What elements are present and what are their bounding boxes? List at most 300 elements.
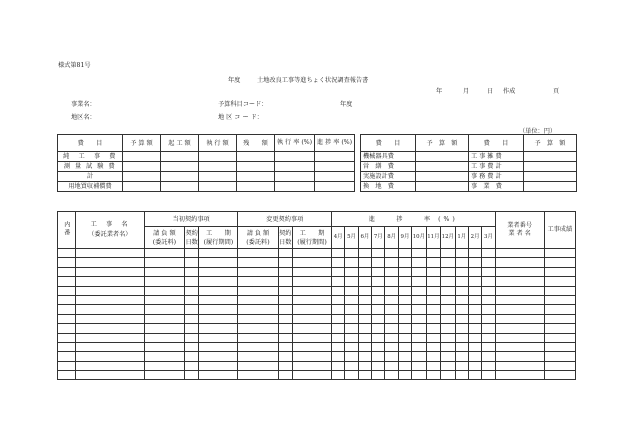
cell[interactable]	[398, 249, 411, 258]
cell[interactable]	[372, 342, 385, 351]
cell[interactable]	[372, 295, 385, 304]
cell[interactable]	[292, 361, 331, 370]
cell[interactable]	[441, 342, 455, 351]
cell[interactable]	[441, 333, 455, 342]
cell[interactable]	[75, 324, 144, 333]
cell[interactable]	[455, 258, 468, 267]
cell[interactable]	[144, 267, 184, 276]
cell[interactable]	[331, 277, 344, 286]
cell[interactable]	[199, 286, 238, 295]
cell[interactable]	[315, 152, 355, 162]
cell[interactable]	[412, 258, 426, 267]
cell[interactable]	[278, 324, 292, 333]
cell[interactable]	[238, 286, 278, 295]
cell[interactable]	[372, 277, 385, 286]
cell[interactable]	[199, 361, 238, 370]
cell[interactable]	[398, 286, 411, 295]
cell[interactable]	[455, 295, 468, 304]
cell[interactable]	[238, 295, 278, 304]
cell[interactable]	[482, 314, 495, 323]
cell[interactable]	[144, 286, 184, 295]
cell[interactable]	[412, 352, 426, 361]
cell[interactable]	[292, 258, 331, 267]
cell[interactable]	[426, 258, 440, 267]
cell[interactable]	[358, 286, 371, 295]
cell[interactable]	[144, 324, 184, 333]
cell[interactable]	[358, 324, 371, 333]
cell[interactable]	[385, 258, 398, 267]
cell[interactable]	[482, 295, 495, 304]
cell[interactable]	[468, 258, 481, 267]
cell[interactable]	[495, 267, 544, 276]
cell[interactable]	[372, 249, 385, 258]
cell[interactable]	[199, 342, 238, 351]
cell[interactable]	[331, 324, 344, 333]
cell[interactable]	[385, 371, 398, 380]
cell[interactable]	[144, 249, 184, 258]
cell[interactable]	[199, 295, 238, 304]
cell[interactable]	[372, 352, 385, 361]
cell[interactable]	[398, 314, 411, 323]
cell[interactable]	[58, 371, 76, 380]
cell[interactable]	[199, 258, 238, 267]
cell[interactable]	[482, 361, 495, 370]
cell[interactable]	[58, 352, 76, 361]
cell[interactable]	[75, 371, 144, 380]
cell[interactable]	[331, 286, 344, 295]
cell[interactable]	[292, 333, 331, 342]
cell[interactable]	[144, 314, 184, 323]
cell[interactable]	[482, 371, 495, 380]
cell[interactable]	[385, 267, 398, 276]
cell[interactable]	[426, 267, 440, 276]
cell[interactable]	[238, 249, 278, 258]
cell[interactable]	[75, 277, 144, 286]
cell[interactable]	[441, 352, 455, 361]
cell[interactable]	[372, 314, 385, 323]
cell[interactable]	[184, 286, 198, 295]
cell[interactable]	[412, 249, 426, 258]
cell[interactable]	[468, 352, 481, 361]
cell[interactable]	[292, 324, 331, 333]
cell[interactable]	[75, 295, 144, 304]
cell[interactable]	[315, 172, 355, 182]
cell[interactable]	[372, 258, 385, 267]
cell[interactable]	[482, 333, 495, 342]
cell[interactable]	[345, 249, 358, 258]
cell[interactable]	[238, 314, 278, 323]
cell[interactable]	[441, 305, 455, 314]
cell[interactable]	[441, 324, 455, 333]
cell[interactable]	[144, 295, 184, 304]
cell[interactable]	[199, 249, 238, 258]
cell[interactable]	[416, 172, 469, 182]
cell[interactable]	[426, 361, 440, 370]
cell[interactable]	[416, 182, 469, 192]
cell[interactable]	[495, 258, 544, 267]
cell[interactable]	[184, 333, 198, 342]
cell[interactable]	[544, 277, 575, 286]
cell[interactable]	[345, 295, 358, 304]
cell[interactable]	[75, 305, 144, 314]
cell[interactable]	[184, 314, 198, 323]
cell[interactable]	[385, 277, 398, 286]
cell[interactable]	[468, 295, 481, 304]
cell[interactable]	[345, 267, 358, 276]
cell[interactable]	[482, 267, 495, 276]
cell[interactable]	[358, 361, 371, 370]
cell[interactable]	[412, 267, 426, 276]
cell[interactable]	[441, 277, 455, 286]
cell[interactable]	[455, 352, 468, 361]
cell[interactable]	[331, 267, 344, 276]
cell[interactable]	[199, 162, 237, 172]
cell[interactable]	[385, 361, 398, 370]
cell[interactable]	[385, 333, 398, 342]
cell[interactable]	[184, 324, 198, 333]
cell[interactable]	[292, 295, 331, 304]
cell[interactable]	[275, 152, 315, 162]
cell[interactable]	[345, 333, 358, 342]
cell[interactable]	[144, 342, 184, 351]
cell[interactable]	[358, 333, 371, 342]
cell[interactable]	[184, 249, 198, 258]
cell[interactable]	[238, 277, 278, 286]
cell[interactable]	[441, 314, 455, 323]
cell[interactable]	[345, 324, 358, 333]
cell[interactable]	[524, 172, 577, 182]
cell[interactable]	[345, 305, 358, 314]
cell[interactable]	[482, 342, 495, 351]
cell[interactable]	[75, 352, 144, 361]
cell[interactable]	[544, 342, 575, 351]
cell[interactable]	[398, 361, 411, 370]
cell[interactable]	[161, 182, 199, 192]
cell[interactable]	[278, 333, 292, 342]
cell[interactable]	[345, 277, 358, 286]
cell[interactable]	[426, 286, 440, 295]
cell[interactable]	[123, 182, 161, 192]
cell[interactable]	[372, 371, 385, 380]
cell[interactable]	[278, 314, 292, 323]
cell[interactable]	[292, 305, 331, 314]
cell[interactable]	[238, 371, 278, 380]
cell[interactable]	[278, 305, 292, 314]
cell[interactable]	[331, 314, 344, 323]
cell[interactable]	[199, 352, 238, 361]
cell[interactable]	[441, 286, 455, 295]
cell[interactable]	[468, 305, 481, 314]
cell[interactable]	[238, 305, 278, 314]
cell[interactable]	[75, 267, 144, 276]
cell[interactable]	[544, 352, 575, 361]
cell[interactable]	[482, 249, 495, 258]
cell[interactable]	[441, 361, 455, 370]
cell[interactable]	[524, 162, 577, 172]
cell[interactable]	[184, 295, 198, 304]
cell[interactable]	[495, 361, 544, 370]
cell[interactable]	[331, 361, 344, 370]
cell[interactable]	[331, 249, 344, 258]
cell[interactable]	[199, 333, 238, 342]
cell[interactable]	[315, 162, 355, 172]
cell[interactable]	[58, 314, 76, 323]
cell[interactable]	[278, 371, 292, 380]
cell[interactable]	[331, 305, 344, 314]
cell[interactable]	[398, 352, 411, 361]
cell[interactable]	[345, 352, 358, 361]
cell[interactable]	[75, 258, 144, 267]
cell[interactable]	[468, 286, 481, 295]
cell[interactable]	[544, 258, 575, 267]
cell[interactable]	[455, 277, 468, 286]
cell[interactable]	[292, 267, 331, 276]
cell[interactable]	[58, 295, 76, 304]
cell[interactable]	[482, 352, 495, 361]
cell[interactable]	[372, 305, 385, 314]
cell[interactable]	[199, 324, 238, 333]
cell[interactable]	[482, 324, 495, 333]
cell[interactable]	[144, 371, 184, 380]
cell[interactable]	[426, 314, 440, 323]
cell[interactable]	[358, 277, 371, 286]
cell[interactable]	[455, 324, 468, 333]
cell[interactable]	[292, 371, 331, 380]
cell[interactable]	[372, 286, 385, 295]
cell[interactable]	[199, 172, 237, 182]
cell[interactable]	[544, 333, 575, 342]
cell[interactable]	[358, 295, 371, 304]
cell[interactable]	[544, 324, 575, 333]
cell[interactable]	[292, 314, 331, 323]
cell[interactable]	[455, 371, 468, 380]
cell[interactable]	[358, 342, 371, 351]
cell[interactable]	[495, 286, 544, 295]
cell[interactable]	[278, 258, 292, 267]
cell[interactable]	[58, 324, 76, 333]
cell[interactable]	[455, 314, 468, 323]
cell[interactable]	[372, 333, 385, 342]
cell[interactable]	[544, 286, 575, 295]
cell[interactable]	[199, 371, 238, 380]
cell[interactable]	[412, 314, 426, 323]
cell[interactable]	[482, 258, 495, 267]
cell[interactable]	[412, 342, 426, 351]
cell[interactable]	[238, 361, 278, 370]
cell[interactable]	[416, 152, 469, 162]
cell[interactable]	[482, 286, 495, 295]
cell[interactable]	[345, 314, 358, 323]
cell[interactable]	[238, 258, 278, 267]
cell[interactable]	[278, 295, 292, 304]
cell[interactable]	[426, 352, 440, 361]
cell[interactable]	[524, 182, 577, 192]
cell[interactable]	[184, 277, 198, 286]
cell[interactable]	[412, 333, 426, 342]
cell[interactable]	[345, 361, 358, 370]
cell[interactable]	[123, 162, 161, 172]
cell[interactable]	[58, 305, 76, 314]
cell[interactable]	[482, 277, 495, 286]
cell[interactable]	[144, 258, 184, 267]
cell[interactable]	[441, 295, 455, 304]
cell[interactable]	[468, 277, 481, 286]
cell[interactable]	[495, 314, 544, 323]
cell[interactable]	[455, 333, 468, 342]
cell[interactable]	[75, 314, 144, 323]
cell[interactable]	[468, 342, 481, 351]
cell[interactable]	[345, 371, 358, 380]
cell[interactable]	[58, 249, 76, 258]
cell[interactable]	[184, 267, 198, 276]
cell[interactable]	[75, 249, 144, 258]
cell[interactable]	[275, 172, 315, 182]
cell[interactable]	[358, 267, 371, 276]
cell[interactable]	[184, 371, 198, 380]
cell[interactable]	[412, 361, 426, 370]
cell[interactable]	[455, 286, 468, 295]
cell[interactable]	[144, 361, 184, 370]
cell[interactable]	[292, 352, 331, 361]
cell[interactable]	[398, 305, 411, 314]
cell[interactable]	[372, 324, 385, 333]
cell[interactable]	[75, 286, 144, 295]
cell[interactable]	[455, 267, 468, 276]
cell[interactable]	[412, 371, 426, 380]
cell[interactable]	[161, 152, 199, 162]
cell[interactable]	[468, 267, 481, 276]
cell[interactable]	[278, 286, 292, 295]
cell[interactable]	[238, 352, 278, 361]
cell[interactable]	[161, 162, 199, 172]
cell[interactable]	[58, 361, 76, 370]
cell[interactable]	[75, 342, 144, 351]
cell[interactable]	[385, 295, 398, 304]
cell[interactable]	[441, 258, 455, 267]
cell[interactable]	[385, 305, 398, 314]
cell[interactable]	[292, 249, 331, 258]
cell[interactable]	[426, 295, 440, 304]
cell[interactable]	[495, 371, 544, 380]
cell[interactable]	[184, 352, 198, 361]
cell[interactable]	[412, 286, 426, 295]
cell[interactable]	[398, 333, 411, 342]
cell[interactable]	[441, 267, 455, 276]
cell[interactable]	[544, 305, 575, 314]
cell[interactable]	[123, 172, 161, 182]
cell[interactable]	[58, 267, 76, 276]
cell[interactable]	[292, 286, 331, 295]
cell[interactable]	[416, 162, 469, 172]
cell[interactable]	[144, 333, 184, 342]
cell[interactable]	[385, 249, 398, 258]
cell[interactable]	[237, 162, 275, 172]
cell[interactable]	[455, 342, 468, 351]
cell[interactable]	[426, 324, 440, 333]
cell[interactable]	[331, 342, 344, 351]
cell[interactable]	[238, 333, 278, 342]
cell[interactable]	[358, 371, 371, 380]
cell[interactable]	[385, 314, 398, 323]
cell[interactable]	[441, 249, 455, 258]
cell[interactable]	[398, 258, 411, 267]
cell[interactable]	[292, 277, 331, 286]
cell[interactable]	[238, 342, 278, 351]
cell[interactable]	[315, 182, 355, 192]
cell[interactable]	[199, 277, 238, 286]
cell[interactable]	[495, 295, 544, 304]
cell[interactable]	[426, 371, 440, 380]
cell[interactable]	[495, 305, 544, 314]
cell[interactable]	[385, 342, 398, 351]
cell[interactable]	[58, 342, 76, 351]
cell[interactable]	[441, 371, 455, 380]
cell[interactable]	[398, 277, 411, 286]
cell[interactable]	[238, 267, 278, 276]
cell[interactable]	[123, 152, 161, 162]
cell[interactable]	[372, 361, 385, 370]
cell[interactable]	[237, 182, 275, 192]
cell[interactable]	[385, 352, 398, 361]
cell[interactable]	[345, 286, 358, 295]
cell[interactable]	[468, 249, 481, 258]
cell[interactable]	[184, 361, 198, 370]
cell[interactable]	[495, 333, 544, 342]
cell[interactable]	[426, 249, 440, 258]
cell[interactable]	[468, 314, 481, 323]
cell[interactable]	[238, 324, 278, 333]
cell[interactable]	[358, 352, 371, 361]
cell[interactable]	[372, 267, 385, 276]
cell[interactable]	[495, 342, 544, 351]
cell[interactable]	[75, 333, 144, 342]
cell[interactable]	[58, 258, 76, 267]
cell[interactable]	[468, 361, 481, 370]
cell[interactable]	[412, 277, 426, 286]
cell[interactable]	[358, 314, 371, 323]
cell[interactable]	[398, 295, 411, 304]
cell[interactable]	[544, 361, 575, 370]
cell[interactable]	[524, 152, 577, 162]
cell[interactable]	[426, 305, 440, 314]
cell[interactable]	[199, 152, 237, 162]
cell[interactable]	[345, 342, 358, 351]
cell[interactable]	[278, 249, 292, 258]
cell[interactable]	[468, 371, 481, 380]
cell[interactable]	[468, 324, 481, 333]
cell[interactable]	[412, 324, 426, 333]
cell[interactable]	[426, 277, 440, 286]
cell[interactable]	[199, 182, 237, 192]
cell[interactable]	[482, 305, 495, 314]
cell[interactable]	[75, 361, 144, 370]
cell[interactable]	[544, 314, 575, 323]
cell[interactable]	[468, 333, 481, 342]
cell[interactable]	[398, 371, 411, 380]
cell[interactable]	[144, 352, 184, 361]
cell[interactable]	[398, 267, 411, 276]
cell[interactable]	[495, 352, 544, 361]
cell[interactable]	[237, 172, 275, 182]
cell[interactable]	[184, 342, 198, 351]
cell[interactable]	[278, 267, 292, 276]
cell[interactable]	[385, 324, 398, 333]
cell[interactable]	[358, 249, 371, 258]
cell[interactable]	[161, 172, 199, 182]
cell[interactable]	[544, 371, 575, 380]
cell[interactable]	[345, 258, 358, 267]
cell[interactable]	[58, 286, 76, 295]
